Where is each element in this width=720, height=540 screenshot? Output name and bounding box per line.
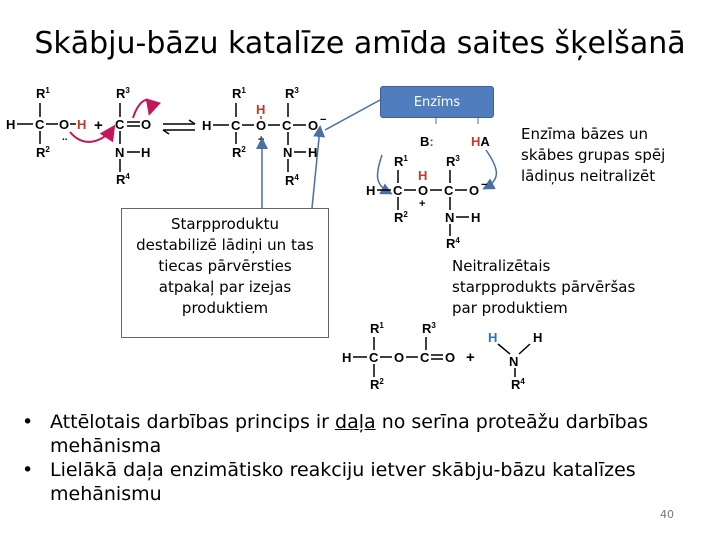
reactant-amide <box>115 86 151 187</box>
svg-text:R2: $R^2$ <box>394 210 408 225</box>
svg-text:R4: $R^4$ <box>285 173 299 188</box>
enzyme-note <box>521 124 665 187</box>
svg-text:R2: $R^2$ <box>370 377 384 392</box>
bullet-dot: • <box>22 459 34 481</box>
curved-arrow-2 <box>133 100 151 118</box>
equilibrium-arrows <box>163 120 195 134</box>
bullet-list <box>22 410 702 506</box>
svg-text:C: C <box>420 350 430 365</box>
c-atom: C <box>35 117 45 132</box>
svg-text:−: − <box>320 114 327 126</box>
r2-label: $R^2$ <box>36 145 50 160</box>
svg-text:R2: $R^2$ <box>232 145 246 160</box>
svg-text:O: O <box>141 117 152 132</box>
svg-text:H: H <box>533 330 543 345</box>
note-line: par produktiem <box>452 299 568 317</box>
svg-text:H: H <box>488 330 498 345</box>
callout-line: destabilizē lādiņi un tas <box>136 236 314 254</box>
svg-text:C: C <box>369 350 379 365</box>
plus-sign: + <box>94 117 103 134</box>
bullet-item: • Attēlotais darbības princips ir daļa no serīna proteāžu darbības mehānisma <box>22 411 649 457</box>
underlined-word: daļa <box>335 411 376 433</box>
enzyme-label: Enzīms <box>413 94 461 110</box>
products <box>342 321 542 392</box>
svg-text:C: C <box>231 118 241 133</box>
bullet-item: • Lielākā daļa enzimātisko reakciju ietver skābju-bāzu katalīzes mehānismu <box>22 459 636 505</box>
svg-text:C: C <box>282 118 292 133</box>
svg-text:C: C <box>115 117 125 132</box>
svg-text:O: O <box>418 183 429 198</box>
svg-text:H: H <box>471 210 481 225</box>
callout-line: Starpproduktu <box>171 215 279 233</box>
note-line: skābes grupas spēj <box>521 146 666 164</box>
note-line: Enzīma bāzes un <box>521 125 649 143</box>
enzyme-box <box>380 86 494 118</box>
svg-text:C: C <box>444 183 454 198</box>
svg-text:O: O <box>308 118 319 133</box>
svg-text:R3: $R^3$ <box>422 321 436 336</box>
reactant-alcohol <box>6 86 86 160</box>
svg-text:R1: $R^1$ <box>370 321 384 336</box>
svg-text:+: + <box>419 198 426 210</box>
bullet-dot: • <box>22 411 34 433</box>
callout-line: atpakaļ par izejas <box>158 278 292 296</box>
svg-text:N: N <box>283 145 293 160</box>
enzyme-arrow-left <box>377 155 390 193</box>
svg-text:N: N <box>509 354 519 369</box>
page-title: Skābju-bāzu katalīze amīda saites šķelšanā <box>34 26 686 61</box>
r1-label: $R^1$ <box>36 86 50 101</box>
o-atom: O <box>59 117 70 132</box>
svg-text:+: + <box>466 349 475 366</box>
neutralized-intermediate <box>366 134 490 251</box>
svg-text:C: C <box>393 183 403 198</box>
svg-text:O: O <box>469 183 480 198</box>
svg-text:H: H <box>366 183 376 198</box>
h-atom: H <box>6 117 16 132</box>
callout-box <box>121 208 329 338</box>
svg-text:H: H <box>141 145 151 160</box>
page-number: 40 <box>660 508 674 521</box>
svg-text:H: H <box>418 168 428 183</box>
neutralized-note <box>452 256 635 319</box>
callout-arrow-right <box>312 128 320 208</box>
callout-line: tiecas pārvērsties <box>158 257 292 275</box>
lone-pair: .. <box>62 132 68 143</box>
note-line: starpprodukts pārvēršas <box>452 278 636 296</box>
svg-text:H: H <box>308 145 318 160</box>
note-line: lādiņus neitralizēt <box>521 167 656 185</box>
h-atom-red: H <box>77 117 87 132</box>
svg-text:HA: HA <box>471 134 490 149</box>
note-line: Neitralizētais <box>452 257 551 275</box>
svg-text:R1: $R^1$ <box>394 154 408 169</box>
svg-text:R4: $R^4$ <box>116 172 130 187</box>
tetrahedral-intermediate <box>202 86 326 188</box>
svg-text:O: O <box>445 350 456 365</box>
svg-text:R4: $R^4$ <box>446 236 460 251</box>
svg-text:R1: $R^1$ <box>232 86 246 101</box>
svg-text:R3: $R^3$ <box>446 154 460 169</box>
svg-text:+: + <box>258 134 265 146</box>
svg-text:O: O <box>394 350 405 365</box>
svg-text:N: N <box>115 145 125 160</box>
svg-text:R3: $R^3$ <box>116 86 130 101</box>
svg-text:−: − <box>481 179 488 191</box>
svg-text:H: H <box>256 102 266 117</box>
svg-text:N: N <box>445 210 455 225</box>
svg-text:H: H <box>342 350 352 365</box>
svg-text:H: H <box>202 118 212 133</box>
svg-text:O: O <box>256 118 267 133</box>
svg-text:R3: $R^3$ <box>285 86 299 101</box>
svg-text:R4: $R^4$ <box>511 377 525 392</box>
svg-text:B:: B: <box>420 134 434 149</box>
callout-line: produktiem <box>181 299 269 317</box>
enzyme-link-line <box>325 100 380 130</box>
